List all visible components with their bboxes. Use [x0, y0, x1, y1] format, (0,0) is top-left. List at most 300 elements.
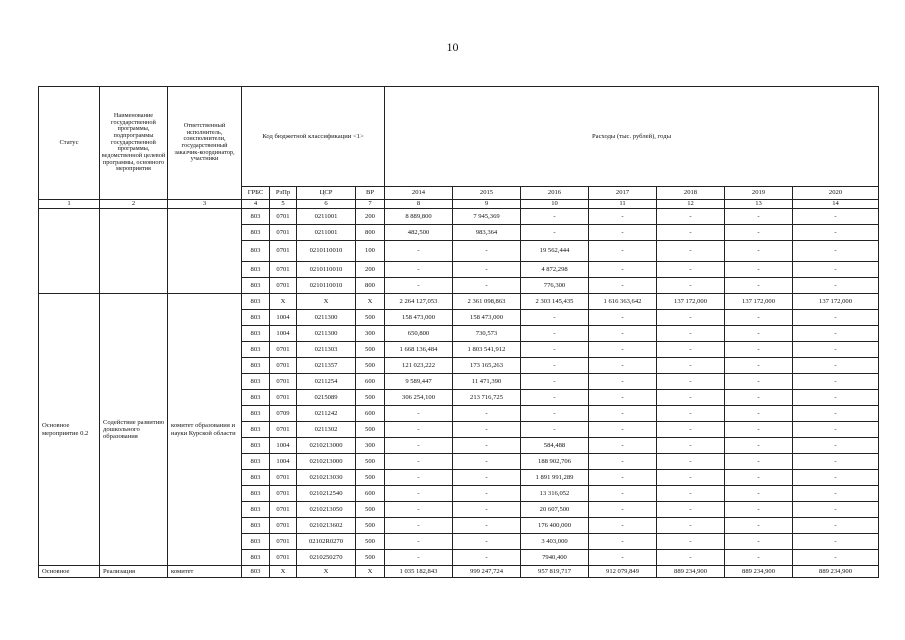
data-cell: - — [793, 454, 879, 470]
data-cell: - — [657, 406, 725, 422]
data-cell: 0211357 — [297, 358, 356, 374]
data-cell: 0701 — [270, 209, 297, 225]
column-number: 6 — [297, 200, 356, 209]
data-cell: - — [589, 470, 657, 486]
data-cell: 1 803 541,912 — [453, 342, 521, 358]
data-cell: - — [725, 550, 793, 566]
data-cell: 889 234,900 — [793, 566, 879, 578]
data-cell: 600 — [356, 486, 385, 502]
data-cell: - — [725, 470, 793, 486]
data-cell: 0709 — [270, 406, 297, 422]
status-cell: Основное мероприятие 0.2 — [39, 294, 100, 566]
data-cell: 600 — [356, 374, 385, 390]
data-cell: - — [521, 422, 589, 438]
data-cell: - — [589, 262, 657, 278]
data-cell: - — [521, 358, 589, 374]
data-cell: - — [657, 518, 725, 534]
data-cell: 803 — [242, 550, 270, 566]
data-cell: - — [793, 225, 879, 241]
data-cell: 300 — [356, 438, 385, 454]
data-cell: 957 819,717 — [521, 566, 589, 578]
column-number: 7 — [356, 200, 385, 209]
data-cell: - — [385, 406, 453, 422]
data-cell: - — [793, 358, 879, 374]
data-cell: - — [385, 241, 453, 262]
data-cell: - — [521, 209, 589, 225]
data-cell: - — [793, 438, 879, 454]
data-cell: - — [589, 534, 657, 550]
data-cell: 176 400,000 — [521, 518, 589, 534]
data-cell: - — [725, 326, 793, 342]
data-cell: 0210250270 — [297, 550, 356, 566]
data-cell: 803 — [242, 374, 270, 390]
data-cell: - — [657, 374, 725, 390]
data-cell: - — [385, 518, 453, 534]
data-cell: 0701 — [270, 374, 297, 390]
column-number: 2 — [100, 200, 168, 209]
data-cell: - — [657, 262, 725, 278]
data-cell: - — [521, 406, 589, 422]
data-cell: - — [793, 241, 879, 262]
data-cell: - — [589, 326, 657, 342]
data-cell: 803 — [242, 486, 270, 502]
data-cell: 306 254,100 — [385, 390, 453, 406]
program-name-cell — [100, 209, 168, 294]
data-cell: - — [725, 225, 793, 241]
data-cell: - — [657, 342, 725, 358]
data-cell: 11 471,390 — [453, 374, 521, 390]
data-cell: - — [521, 310, 589, 326]
status-cell — [39, 209, 100, 294]
header-program-name: Наименование государственной программы, подпрограммы государственной программы, ведомственной целевой программы, основного мероприятия — [100, 87, 168, 200]
data-cell: 999 247,724 — [453, 566, 521, 578]
data-cell: 800 — [356, 225, 385, 241]
status-cell: Основное — [39, 566, 100, 578]
data-cell: - — [589, 438, 657, 454]
data-cell: 983,364 — [453, 225, 521, 241]
header-year: 2019 — [725, 187, 793, 200]
data-cell: - — [725, 374, 793, 390]
data-cell: - — [725, 358, 793, 374]
data-cell: - — [793, 374, 879, 390]
data-cell: 200 — [356, 209, 385, 225]
data-cell: 0210213602 — [297, 518, 356, 534]
data-cell: 20 607,500 — [521, 502, 589, 518]
data-cell: - — [657, 486, 725, 502]
header-vr: ВР — [356, 187, 385, 200]
data-cell: 803 — [242, 342, 270, 358]
data-cell: 803 — [242, 326, 270, 342]
data-cell: - — [385, 502, 453, 518]
data-cell: - — [725, 486, 793, 502]
column-number: 11 — [589, 200, 657, 209]
data-cell: 803 — [242, 390, 270, 406]
data-cell: 1004 — [270, 326, 297, 342]
data-cell: 200 — [356, 262, 385, 278]
data-cell: 803 — [242, 502, 270, 518]
header-status: Статус — [39, 87, 100, 200]
data-cell: 803 — [242, 454, 270, 470]
header-grbs: ГРБС — [242, 187, 270, 200]
data-cell: 500 — [356, 358, 385, 374]
data-cell: 1 616 363,642 — [589, 294, 657, 310]
data-cell: 0701 — [270, 422, 297, 438]
data-cell: - — [453, 241, 521, 262]
data-cell: - — [521, 225, 589, 241]
table-row — [39, 209, 879, 225]
data-cell: 803 — [242, 225, 270, 241]
data-cell: - — [453, 278, 521, 294]
data-cell: - — [725, 342, 793, 358]
header-executor: Ответственный исполнитель, соисполнители, государственный заказчик-координатор, участники — [168, 87, 242, 200]
data-cell: 0701 — [270, 358, 297, 374]
data-cell: 137 172,000 — [725, 294, 793, 310]
data-cell: X — [297, 566, 356, 578]
data-cell: - — [385, 470, 453, 486]
data-cell: X — [356, 566, 385, 578]
data-cell: - — [453, 486, 521, 502]
data-cell: - — [589, 422, 657, 438]
data-cell: - — [725, 438, 793, 454]
column-number: 5 — [270, 200, 297, 209]
data-cell: 7 945,369 — [453, 209, 521, 225]
data-cell: - — [453, 406, 521, 422]
column-number: 3 — [168, 200, 242, 209]
data-cell: 1004 — [270, 438, 297, 454]
data-cell: 803 — [242, 470, 270, 486]
data-cell: 137 172,000 — [793, 294, 879, 310]
data-cell: 0211302 — [297, 422, 356, 438]
data-cell: - — [385, 486, 453, 502]
data-cell: 0215089 — [297, 390, 356, 406]
data-cell: - — [385, 454, 453, 470]
page-number: 10 — [446, 40, 459, 54]
data-cell: - — [793, 502, 879, 518]
header-year: 2017 — [589, 187, 657, 200]
program-name-cell: Содействие развитию дошкольного образования — [100, 294, 168, 566]
data-cell: - — [793, 278, 879, 294]
data-cell: - — [385, 534, 453, 550]
data-cell: 137 172,000 — [657, 294, 725, 310]
data-cell: X — [270, 566, 297, 578]
header-year: 2015 — [453, 187, 521, 200]
data-cell: 0211303 — [297, 342, 356, 358]
data-cell: 0211001 — [297, 225, 356, 241]
data-cell: - — [589, 209, 657, 225]
data-cell: 0210213000 — [297, 438, 356, 454]
data-cell: - — [793, 390, 879, 406]
data-cell: - — [793, 262, 879, 278]
data-cell: - — [453, 438, 521, 454]
data-cell: 0701 — [270, 262, 297, 278]
data-cell: - — [725, 241, 793, 262]
data-cell: 500 — [356, 310, 385, 326]
data-cell: 4 872,298 — [521, 262, 589, 278]
data-cell: 0211300 — [297, 326, 356, 342]
data-cell: 803 — [242, 358, 270, 374]
data-cell: - — [793, 534, 879, 550]
data-cell: 0701 — [270, 502, 297, 518]
data-cell: - — [793, 209, 879, 225]
data-cell: 0701 — [270, 550, 297, 566]
data-cell: 158 473,000 — [385, 310, 453, 326]
data-cell: - — [453, 502, 521, 518]
column-number: 1 — [39, 200, 100, 209]
data-cell: 0701 — [270, 225, 297, 241]
data-cell: - — [725, 534, 793, 550]
budget-table-body — [39, 87, 879, 578]
data-cell: - — [453, 550, 521, 566]
data-cell: - — [793, 406, 879, 422]
data-cell: - — [589, 310, 657, 326]
budget-table — [38, 86, 879, 578]
executor-cell: комитет — [168, 566, 242, 578]
data-cell: - — [521, 326, 589, 342]
data-cell: 2 303 145,435 — [521, 294, 589, 310]
data-cell: - — [589, 342, 657, 358]
data-cell: 0210110010 — [297, 262, 356, 278]
table-row — [39, 566, 879, 578]
data-cell: - — [521, 390, 589, 406]
data-cell: 0701 — [270, 470, 297, 486]
data-cell: - — [793, 486, 879, 502]
data-cell: X — [270, 294, 297, 310]
data-cell: - — [453, 518, 521, 534]
data-cell: 500 — [356, 518, 385, 534]
header-year: 2014 — [385, 187, 453, 200]
data-cell: - — [725, 278, 793, 294]
data-cell: 100 — [356, 241, 385, 262]
header-row — [39, 87, 879, 187]
data-cell: 158 473,000 — [453, 310, 521, 326]
data-cell: - — [657, 454, 725, 470]
data-cell: 0701 — [270, 241, 297, 262]
data-cell: 7940,400 — [521, 550, 589, 566]
data-cell: 213 716,725 — [453, 390, 521, 406]
data-cell: - — [589, 241, 657, 262]
data-cell: 0211300 — [297, 310, 356, 326]
data-cell: 02102R0270 — [297, 534, 356, 550]
data-cell: 1 668 136,484 — [385, 342, 453, 358]
data-cell: - — [657, 470, 725, 486]
data-cell: X — [356, 294, 385, 310]
data-cell: 803 — [242, 294, 270, 310]
data-cell: 803 — [242, 278, 270, 294]
data-cell: 0210110010 — [297, 278, 356, 294]
data-cell: 19 562,444 — [521, 241, 589, 262]
executor-cell — [168, 209, 242, 294]
data-cell: 500 — [356, 342, 385, 358]
data-cell: 0210213000 — [297, 454, 356, 470]
data-cell: 600 — [356, 406, 385, 422]
data-cell: 803 — [242, 241, 270, 262]
data-cell: - — [453, 534, 521, 550]
data-cell: 730,573 — [453, 326, 521, 342]
data-cell: 300 — [356, 326, 385, 342]
column-number: 8 — [385, 200, 453, 209]
data-cell: 500 — [356, 550, 385, 566]
data-cell: 2 361 098,863 — [453, 294, 521, 310]
column-number: 10 — [521, 200, 589, 209]
data-cell: 0701 — [270, 342, 297, 358]
data-cell: 803 — [242, 534, 270, 550]
data-cell: - — [657, 550, 725, 566]
data-cell: - — [453, 454, 521, 470]
data-cell: - — [521, 342, 589, 358]
data-cell: 13 316,052 — [521, 486, 589, 502]
data-cell: - — [793, 550, 879, 566]
data-cell: - — [521, 374, 589, 390]
data-cell: - — [385, 278, 453, 294]
data-cell: 0701 — [270, 486, 297, 502]
column-number: 9 — [453, 200, 521, 209]
data-cell: 584,488 — [521, 438, 589, 454]
data-cell: 0211242 — [297, 406, 356, 422]
data-cell: 0211254 — [297, 374, 356, 390]
program-name-cell: Реализация — [100, 566, 168, 578]
data-cell: - — [589, 278, 657, 294]
data-cell: - — [589, 374, 657, 390]
table-row — [39, 294, 879, 310]
data-cell: - — [793, 342, 879, 358]
data-cell: - — [385, 422, 453, 438]
data-cell: - — [453, 470, 521, 486]
column-number: 13 — [725, 200, 793, 209]
data-cell: - — [725, 390, 793, 406]
data-cell: 800 — [356, 278, 385, 294]
data-cell: 912 079,849 — [589, 566, 657, 578]
data-cell: - — [657, 326, 725, 342]
data-cell: 889 234,900 — [657, 566, 725, 578]
data-cell: - — [657, 358, 725, 374]
data-cell: 803 — [242, 422, 270, 438]
data-cell: - — [385, 438, 453, 454]
data-cell: 9 589,447 — [385, 374, 453, 390]
header-budget-code: Код бюджетной классификации <1> — [242, 87, 385, 187]
header-year: 2018 — [657, 187, 725, 200]
data-cell: - — [385, 262, 453, 278]
data-cell: 650,800 — [385, 326, 453, 342]
data-cell: - — [725, 406, 793, 422]
column-numbers-row — [39, 200, 879, 209]
data-cell: - — [657, 534, 725, 550]
data-cell: 2 264 127,053 — [385, 294, 453, 310]
data-cell: - — [725, 209, 793, 225]
data-cell: - — [657, 278, 725, 294]
data-cell: - — [589, 390, 657, 406]
data-cell: 0701 — [270, 534, 297, 550]
data-cell: 500 — [356, 454, 385, 470]
data-cell: - — [657, 241, 725, 262]
data-cell: - — [453, 262, 521, 278]
data-cell: 776,300 — [521, 278, 589, 294]
data-cell: - — [793, 470, 879, 486]
data-cell: 803 — [242, 566, 270, 578]
data-cell: 0210213050 — [297, 502, 356, 518]
data-cell: - — [725, 262, 793, 278]
data-cell: 1004 — [270, 454, 297, 470]
data-cell: - — [725, 454, 793, 470]
data-cell: 1 891 991,289 — [521, 470, 589, 486]
data-cell: 482,500 — [385, 225, 453, 241]
column-number: 12 — [657, 200, 725, 209]
header-year: 2016 — [521, 187, 589, 200]
data-cell: - — [793, 422, 879, 438]
data-cell: - — [657, 225, 725, 241]
data-cell: 0701 — [270, 278, 297, 294]
data-cell: - — [589, 358, 657, 374]
data-cell: 0211001 — [297, 209, 356, 225]
data-cell: 500 — [356, 470, 385, 486]
header-year: 2020 — [793, 187, 879, 200]
data-cell: X — [297, 294, 356, 310]
data-cell: - — [725, 518, 793, 534]
data-cell: 803 — [242, 438, 270, 454]
data-cell: 500 — [356, 422, 385, 438]
data-cell: 889 234,900 — [725, 566, 793, 578]
data-cell: - — [453, 422, 521, 438]
data-cell: - — [793, 518, 879, 534]
data-cell: 803 — [242, 310, 270, 326]
data-cell: 173 165,263 — [453, 358, 521, 374]
data-cell: - — [589, 486, 657, 502]
column-number: 4 — [242, 200, 270, 209]
data-cell: 803 — [242, 209, 270, 225]
data-cell: - — [725, 502, 793, 518]
data-cell: - — [589, 406, 657, 422]
data-cell: 500 — [356, 390, 385, 406]
data-cell: - — [657, 422, 725, 438]
data-cell: - — [589, 454, 657, 470]
executor-cell: комитет образования и науки Курской области — [168, 294, 242, 566]
header-expenses: Расходы (тыс. рублей), годы — [385, 87, 879, 187]
data-cell: - — [657, 502, 725, 518]
data-cell: - — [725, 422, 793, 438]
data-cell: 0701 — [270, 518, 297, 534]
data-cell: 803 — [242, 518, 270, 534]
header-csr: ЦСР — [297, 187, 356, 200]
data-cell: - — [793, 326, 879, 342]
data-cell: 0210110010 — [297, 241, 356, 262]
data-cell: 803 — [242, 406, 270, 422]
data-cell: - — [657, 438, 725, 454]
data-cell: 188 902,706 — [521, 454, 589, 470]
header-rzpr: РзПр — [270, 187, 297, 200]
data-cell: 803 — [242, 262, 270, 278]
data-cell: - — [589, 518, 657, 534]
data-cell: 121 023,222 — [385, 358, 453, 374]
data-cell: 0210213030 — [297, 470, 356, 486]
data-cell: - — [725, 310, 793, 326]
data-cell: - — [793, 310, 879, 326]
data-cell: 500 — [356, 534, 385, 550]
data-cell: - — [385, 550, 453, 566]
data-cell: - — [589, 550, 657, 566]
data-cell: - — [657, 310, 725, 326]
data-cell: 8 889,800 — [385, 209, 453, 225]
data-cell: 1 035 182,843 — [385, 566, 453, 578]
data-cell: 500 — [356, 502, 385, 518]
data-cell: - — [657, 390, 725, 406]
column-number: 14 — [793, 200, 879, 209]
data-cell: - — [657, 209, 725, 225]
data-cell: 1004 — [270, 310, 297, 326]
data-cell: - — [589, 502, 657, 518]
data-cell: - — [589, 225, 657, 241]
data-cell: 0210212540 — [297, 486, 356, 502]
data-cell: 3 403,000 — [521, 534, 589, 550]
data-cell: 0701 — [270, 390, 297, 406]
